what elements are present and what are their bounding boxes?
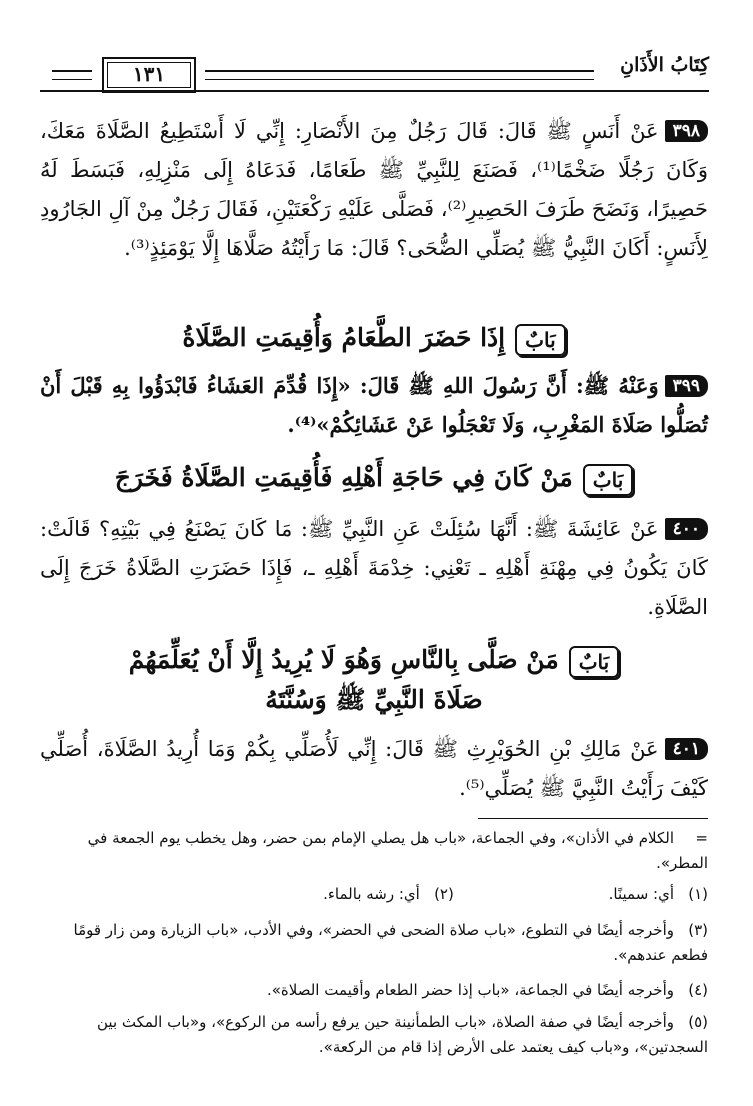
hadith-text: عَنْ عَائِشَةَ ﷺ: أَنَّهَا سُئِلَتْ عَنِ النَّبِيِّ ﷺ: مَا كَانَ يَصْنَعُ فِي بَيْتِهِ؟ قَالَتْ: كَانَ يَكُونُ فِي مِهْنَةِ أَهْلِهِ ـ تَعْنِي: خِدْمَةَ أَهْلِهِ ـ، فَإِذَا حَضَرَتِ الصَّلَاةُ خَرَجَ إِلَى الصَّلَاةِ. bbox=[40, 517, 708, 619]
page-number: ١٣١ bbox=[102, 57, 196, 93]
bab-label: بَابٌ bbox=[515, 324, 566, 356]
hadith-399 bbox=[40, 366, 708, 444]
page-header bbox=[40, 52, 709, 92]
bab-label: بَابٌ bbox=[583, 464, 634, 496]
footnote-mark: (٢) bbox=[434, 885, 454, 903]
footnote-text: أي: سمينًا. bbox=[608, 885, 674, 903]
chapter-title: كِتَابُ الأَذَانِ bbox=[620, 54, 709, 76]
hadith-number: ٤٠٠ bbox=[665, 518, 708, 540]
header-rule bbox=[205, 70, 594, 80]
bab-title: مَنْ صَلَّى بِالنَّاسِ وَهُوَ لَا يُرِيدُ إِلَّا أَنْ يُعَلِّمَهُمْ bbox=[128, 645, 559, 674]
hadith-text: عَنْ أَنَسٍ ﷺ قَالَ: قَالَ رَجُلٌ مِنَ الأَنْصَارِ: إِنِّي لَا أَسْتَطِيعُ الصَّلَاةَ مَعَكَ، وَكَانَ رَجُلًا ضَخْمًا⁽¹⁾، فَصَنَعَ لِلنَّبِيِّ ﷺ طَعَامًا، فَدَعَاهُ إِلَى مَنْزِلِهِ، فَبَسَطَ لَهُ حَصِيرًا، وَنَضَحَ طَرَفَ الحَصِيرِ⁽²⁾، فَصَلَّى عَلَيْهِ رَكْعَتَيْنِ، فَقَالَ رَجُلٌ مِنْ آلِ الجَارُودِ لِأَنَسٍ: أَكَانَ النَّبِيُّ ﷺ يُصَلِّي الضُّحَى؟ قَالَ: مَا رَأَيْتُهُ صَلَّاهَا إِلَّا يَوْمَئِذٍ⁽³⁾. bbox=[40, 119, 709, 260]
hadith-number: ٤٠١ bbox=[665, 738, 708, 760]
footnote-mark: (٣) bbox=[688, 921, 708, 939]
bab-title: مَنْ كَانَ فِي حَاجَةِ أَهْلِهِ فَأُقِيمَتِ الصَّلَاةُ فَخَرَجَ bbox=[114, 463, 573, 492]
footnote-text: الكلام في الأذان»، وفي الجماعة، «باب هل يصلي الإمام بمن حضر، وهل يخطب يوم الجمعة في المطر». bbox=[87, 829, 708, 872]
hadith-number: ٣٩٩ bbox=[665, 375, 708, 397]
hadith-number: ٣٩٨ bbox=[665, 120, 708, 142]
chapter-heading bbox=[40, 640, 708, 720]
footnote-5 bbox=[40, 1010, 708, 1060]
bab-title-cont: صَلَاةَ النَّبِيِّ ﷺ وَسُنَّتَهُ bbox=[265, 685, 483, 714]
hadith-text: وَعَنْهُ ﷺ: أَنَّ رَسُولَ اللهِ ﷺ قَالَ: «إِذَا قُدِّمَ العَشَاءُ فَابْدَؤُوا بِهِ قَبْلَ أَنْ تُصَلُّوا صَلَاةَ المَغْرِبِ، وَلَا تَعْجَلُوا عَنْ عَشَائِكُمْ»⁽⁴⁾. bbox=[40, 373, 708, 437]
header-underline bbox=[40, 90, 709, 92]
hadith-398 bbox=[40, 112, 708, 268]
hadith-text: عَنْ مَالِكِ بْنِ الحُوَيْرِثِ ﷺ قَالَ: إِنِّي لَأُصَلِّي بِكُمْ وَمَا أُرِيدُ الصَّلَاةَ، أُصَلِّي كَيْفَ رَأَيْتُ النَّبِيَّ ﷺ يُصَلِّي⁽⁵⁾. bbox=[40, 737, 708, 800]
chapter-heading bbox=[40, 318, 708, 358]
footnote-mark: = bbox=[695, 829, 708, 847]
footnote-text: وأخرجه أيضًا في الجماعة، «باب إذا حضر الطعام وأقيمت الصلاة». bbox=[266, 981, 674, 999]
footnote-1-2 bbox=[40, 882, 708, 907]
header-rule-left bbox=[52, 70, 92, 80]
hadith-401 bbox=[40, 730, 708, 808]
bab-title: إِذَا حَضَرَ الطَّعَامُ وَأُقِيمَتِ الصَّلَاةُ bbox=[182, 323, 506, 352]
footnote-3 bbox=[40, 918, 708, 968]
footnote-4 bbox=[40, 978, 708, 1003]
footnote-text: وأخرجه أيضًا في التطوع، «باب صلاة الضحى في الحضر»، وفي الأدب، «باب الزيارة ومن زار قومًا فطعم عندهم». bbox=[73, 921, 708, 964]
chapter-heading bbox=[40, 458, 708, 498]
footnote-mark: (٤) bbox=[688, 981, 708, 999]
footnote-mark: (١) bbox=[688, 885, 708, 903]
footnote-rule bbox=[478, 818, 708, 819]
footnote-text: وأخرجه أيضًا في صفة الصلاة، «باب الطمأنينة حين يرفع رأسه من الركوع»، و«باب المكث بين السجدتين»، و«باب كيف يعتمد على الأرض إذا قام من الركعة». bbox=[97, 1013, 708, 1056]
footnote-continued bbox=[40, 826, 708, 876]
footnote-mark: (٥) bbox=[688, 1013, 708, 1031]
bab-label: بَابٌ bbox=[569, 646, 620, 678]
footnote-text: أي: رشه بالماء. bbox=[323, 885, 420, 903]
hadith-400 bbox=[40, 510, 708, 627]
